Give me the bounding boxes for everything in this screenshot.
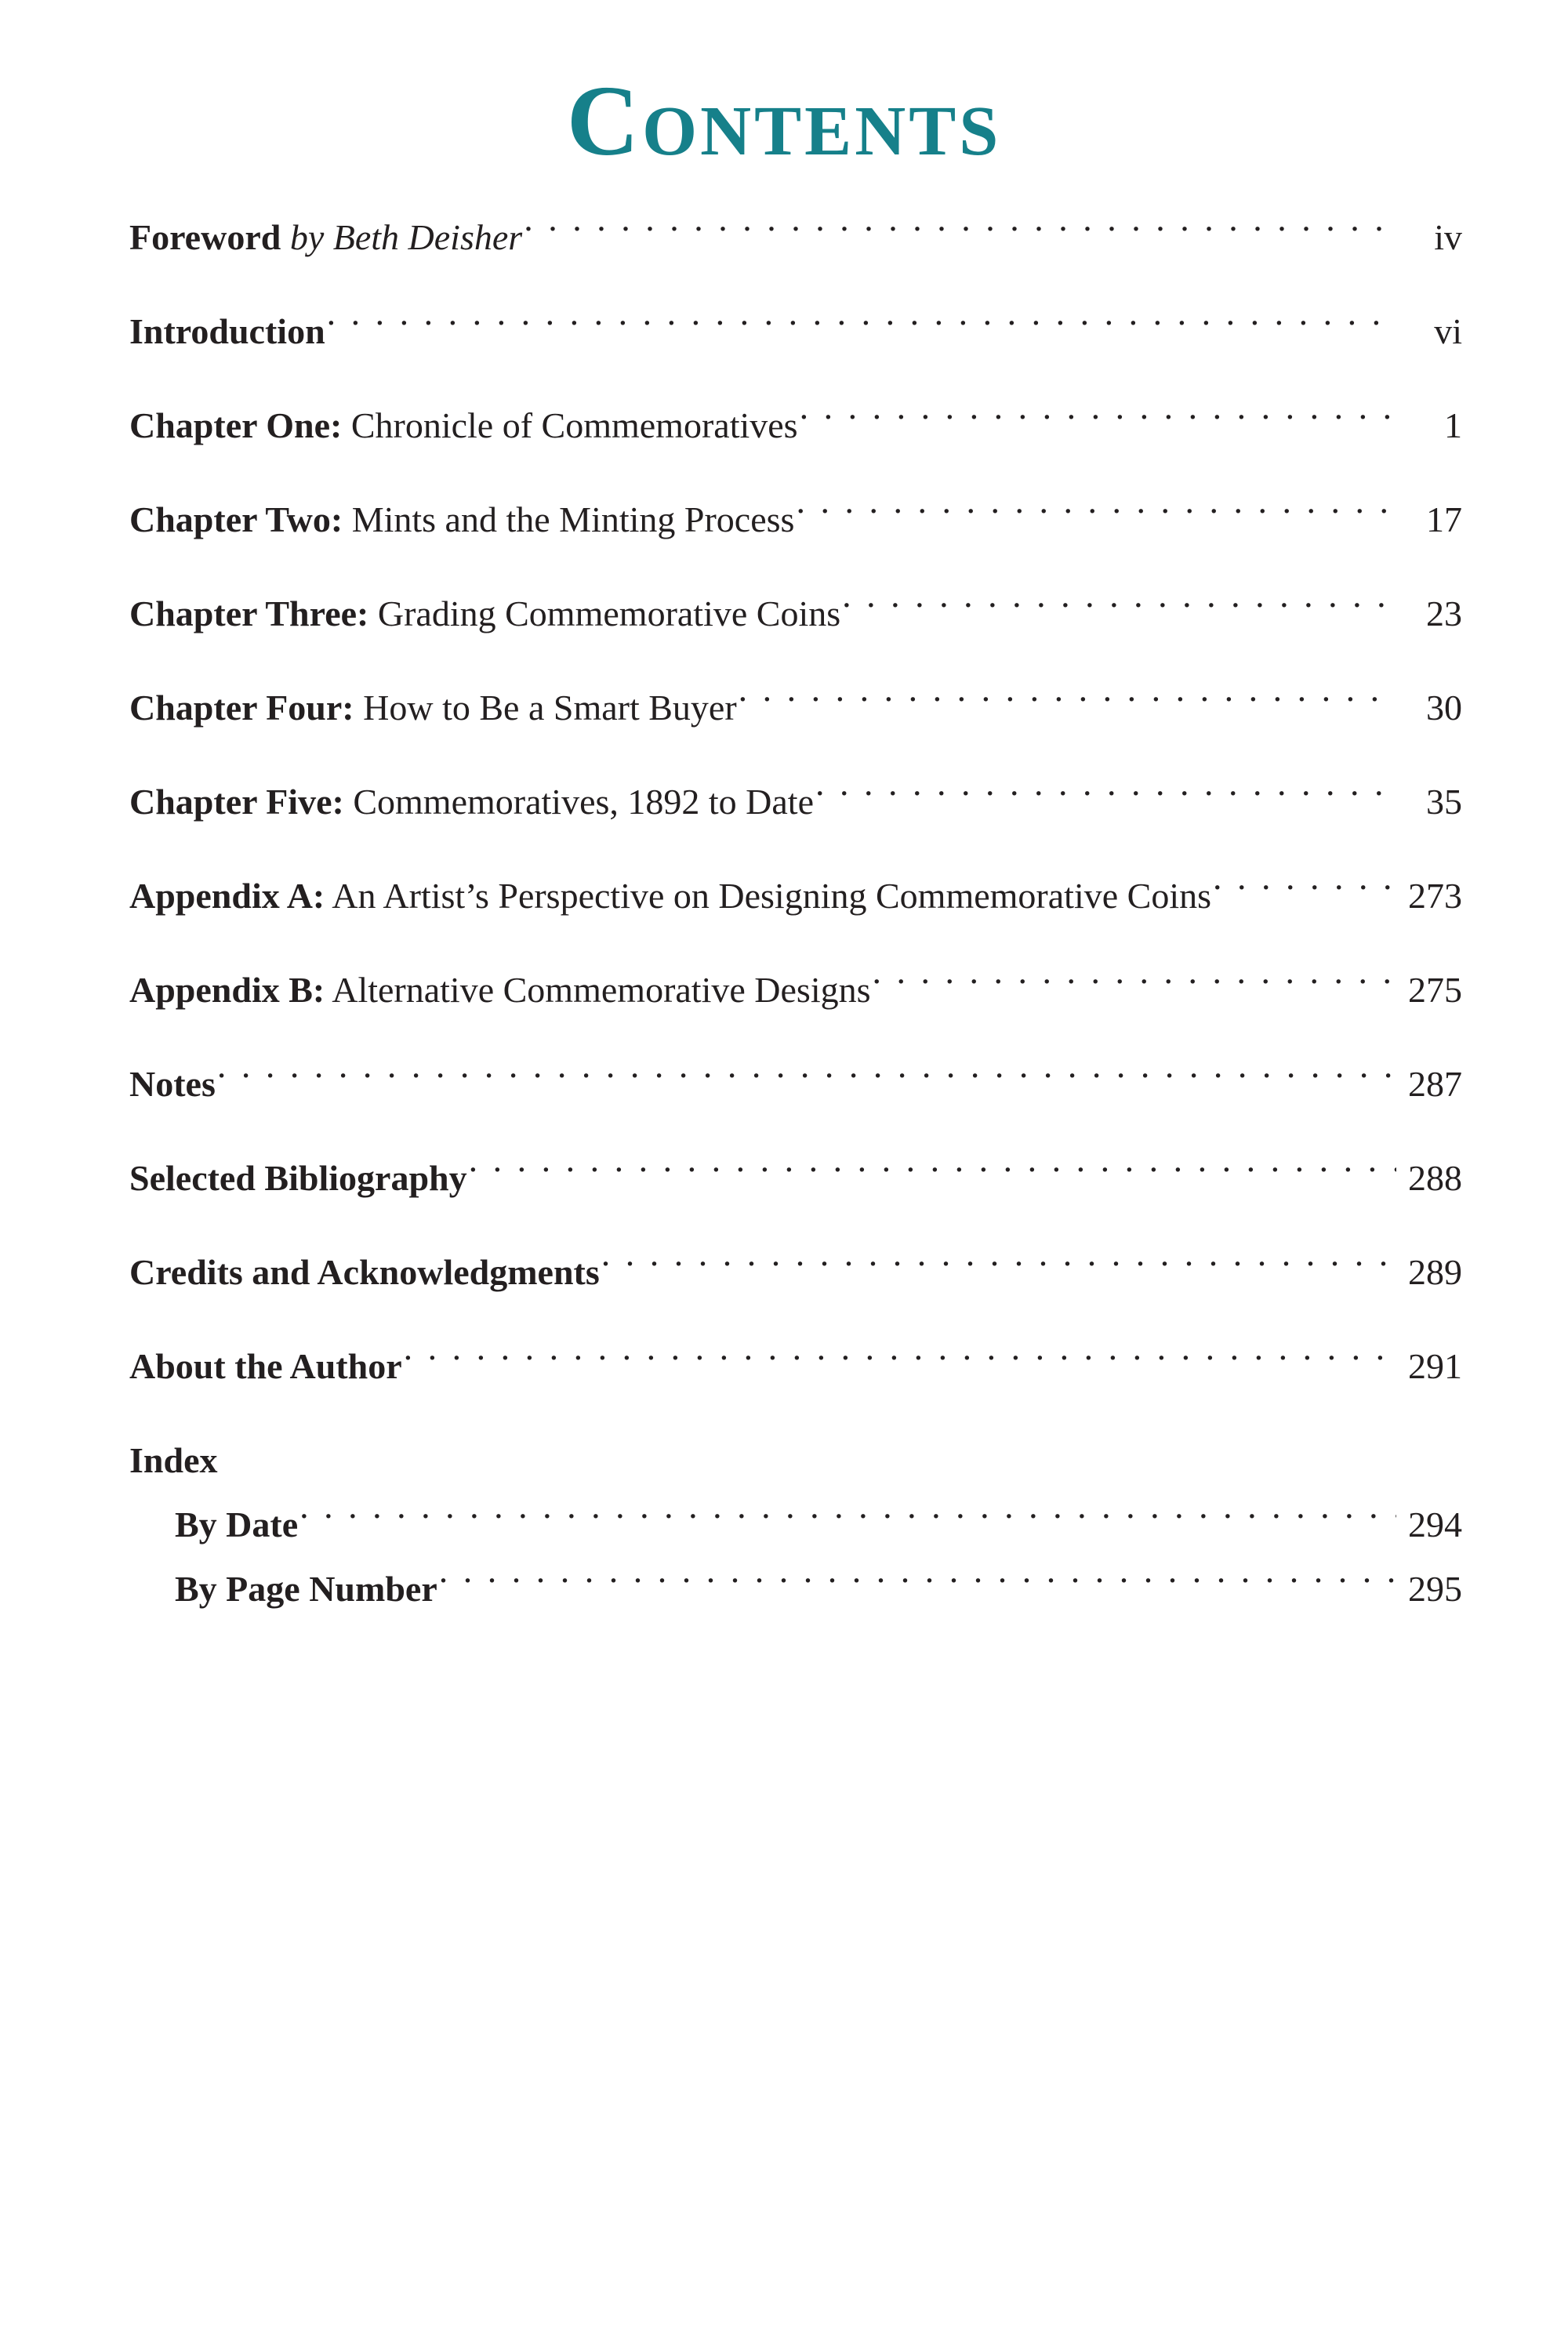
dot-leader (327, 307, 1396, 343)
entry-label: By Page Number (175, 1569, 437, 1609)
entry-label: By Date (175, 1504, 299, 1544)
entry-label: Appendix B: Alternative Commemorative Designs (129, 970, 871, 1010)
toc-entry-chapter-four[interactable] (129, 681, 1462, 775)
dot-leader (299, 1501, 1396, 1537)
entry-label: Chapter One: Chronicle of Commemoratives (129, 405, 798, 445)
page-number: 289 (1408, 1252, 1462, 1292)
toc-entry-about-author[interactable] (129, 1339, 1462, 1433)
dot-leader (439, 1565, 1396, 1601)
entry-label: Chapter Three: Grading Commemorative Coins (129, 593, 841, 633)
dot-leader (1213, 872, 1396, 908)
page-number: 291 (1408, 1346, 1462, 1386)
dot-leader (469, 1154, 1396, 1190)
toc-entry-foreword[interactable] (129, 210, 1462, 304)
toc-entry-bibliography[interactable] (129, 1151, 1462, 1245)
entry-label: Chapter Four: How to Be a Smart Buyer (129, 688, 737, 728)
page-number: 287 (1408, 1064, 1462, 1104)
toc-entry-appendix-b[interactable] (129, 963, 1462, 1057)
dot-leader (815, 778, 1396, 814)
entry-label: Foreword by Beth Deisher (129, 217, 523, 257)
page-number: vi (1434, 311, 1462, 351)
entry-label: Chapter Five: Commemoratives, 1892 to Date (129, 782, 814, 822)
toc-entry-index-by-date[interactable] (129, 1497, 1462, 1562)
toc-entry-credits[interactable] (129, 1245, 1462, 1339)
page-number: 30 (1426, 688, 1462, 728)
toc-entry-appendix-a[interactable] (129, 869, 1462, 963)
page-number: 288 (1408, 1158, 1462, 1198)
entry-label: Chapter Two: Mints and the Minting Process (129, 499, 795, 539)
toc-entry-index-by-page[interactable] (129, 1562, 1462, 1626)
index-heading: Index (129, 1440, 218, 1480)
entry-label: Selected Bibliography (129, 1158, 467, 1198)
toc-entry-chapter-one[interactable] (129, 398, 1462, 492)
toc-entry-chapter-five[interactable] (129, 775, 1462, 869)
dot-leader (739, 684, 1396, 720)
page-title: Contents (566, 65, 1002, 176)
toc-entry-notes[interactable] (129, 1057, 1462, 1151)
page-number: iv (1434, 217, 1462, 257)
dot-leader (796, 495, 1396, 532)
entry-label: Introduction (129, 311, 325, 351)
page-number: 294 (1408, 1504, 1462, 1544)
dot-leader (601, 1248, 1396, 1284)
entry-label: Credits and Acknowledgments (129, 1252, 600, 1292)
entry-label: Appendix A: An Artist’s Perspective on Designing Commemorative Coins (129, 876, 1212, 916)
dot-leader (404, 1342, 1396, 1378)
dot-leader (800, 401, 1396, 437)
entry-label: About the Author (129, 1346, 402, 1386)
dot-leader (524, 213, 1396, 249)
toc-entry-chapter-two[interactable] (129, 492, 1462, 586)
dot-leader (842, 590, 1396, 626)
page-number: 295 (1408, 1569, 1462, 1609)
dot-leader (217, 1060, 1396, 1096)
page-number: 35 (1426, 782, 1462, 822)
page-number: 273 (1408, 876, 1462, 916)
page-number: 23 (1426, 593, 1462, 633)
page-number: 17 (1426, 499, 1462, 539)
toc-entry-chapter-three[interactable] (129, 586, 1462, 681)
toc-entry-introduction[interactable] (129, 304, 1462, 398)
page-number: 1 (1444, 405, 1462, 445)
page-number: 275 (1408, 970, 1462, 1010)
dot-leader (873, 966, 1396, 1002)
table-of-contents (129, 210, 1462, 1626)
entry-label: Notes (129, 1064, 216, 1104)
